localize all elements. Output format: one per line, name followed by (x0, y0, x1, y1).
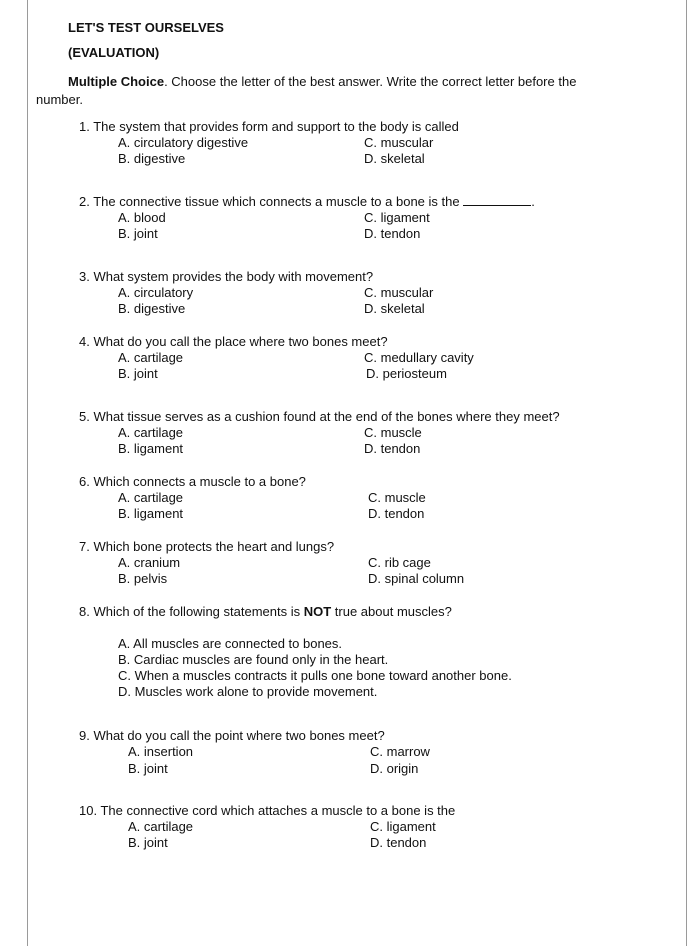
question-4-option-b: B. joint (118, 366, 158, 381)
question-6-option-a: A. cartilage (118, 490, 184, 505)
question-1-stem: 1. The system that provides form and support to the body is called (79, 119, 459, 134)
question-7-option-c: C. rib cage (368, 555, 431, 570)
question-2-stem (79, 194, 535, 210)
question-7-stem: 7. Which bone protects the heart and lungs? (79, 539, 335, 554)
question-5-option-b: B. ligament (118, 441, 184, 456)
question-8-option-d: D. Muscles work alone to provide movement. (118, 684, 378, 699)
question-10-option-b: B. joint (128, 835, 168, 850)
question-4-option-d: D. periosteum (366, 366, 447, 381)
question-6-stem: 6. Which connects a muscle to a bone? (79, 474, 306, 489)
question-6-option-c: C. muscle (368, 490, 426, 505)
question-1-option-a: A. circulatory digestive (118, 135, 249, 150)
instructions-text: . Choose the letter of the best answer. Write the correct letter before the (164, 74, 577, 89)
question-7-option-d: D. spinal column (368, 571, 465, 586)
question-1-option-c: C. muscular (364, 135, 434, 150)
question-3-option-d: D. skeletal (364, 301, 425, 316)
answer-blank (463, 194, 531, 206)
question-4-option-c: C. medullary cavity (364, 350, 474, 365)
question-10-stem: 10. The connective cord which attaches a muscle to a bone is the (79, 803, 456, 818)
page-subtitle: (EVALUATION) (68, 45, 160, 60)
question-2-option-b: B. joint (118, 226, 158, 241)
right-margin-line (686, 0, 687, 946)
question-2-option-d: D. tendon (364, 226, 421, 241)
left-margin-line (27, 0, 28, 946)
question-3-stem: 3. What system provides the body with movement? (79, 269, 374, 284)
question-3-option-a: A. circulatory (118, 285, 194, 300)
question-7-option-a: A. cranium (118, 555, 181, 570)
question-4-option-a: A. cartilage (118, 350, 184, 365)
question-10-option-d: D. tendon (370, 835, 427, 850)
question-8-stem-end: true about muscles? (331, 604, 452, 619)
question-9-stem: 9. What do you call the point where two bones meet? (79, 728, 385, 743)
question-9-option-c: C. marrow (370, 744, 430, 759)
question-5-option-a: A. cartilage (118, 425, 184, 440)
question-8-option-a: A. All muscles are connected to bones. (118, 636, 343, 651)
page-title: LET'S TEST OURSELVES (68, 20, 224, 35)
question-1-option-d: D. skeletal (364, 151, 425, 166)
question-4-stem: 4. What do you call the place where two bones meet? (79, 334, 388, 349)
question-9-option-a: A. insertion (128, 744, 194, 759)
question-10-option-c: C. ligament (370, 819, 436, 834)
instructions-line-2: number. (36, 92, 83, 107)
question-8-stem-start: 8. Which of the following statements is (79, 604, 304, 619)
question-10-option-a: A. cartilage (128, 819, 194, 834)
question-5-stem: 5. What tissue serves as a cushion found at the end of the bones where they meet? (79, 409, 560, 424)
question-2-stem-text: 2. The connective tissue which connects a muscle to a bone is the (79, 194, 460, 209)
instructions-label: Multiple Choice (68, 74, 165, 89)
question-2-option-a: A. blood (118, 210, 166, 225)
question-3-option-b: B. digestive (118, 301, 186, 316)
question-2-period: . (531, 194, 535, 209)
question-3-option-c: C. muscular (364, 285, 434, 300)
question-8-emphasis: NOT (303, 604, 332, 619)
question-6-option-d: D. tendon (368, 506, 425, 521)
question-8-stem (79, 604, 452, 620)
question-8-option-c: C. When a muscles contracts it pulls one bone toward another bone. (118, 668, 512, 683)
question-6-option-b: B. ligament (118, 506, 184, 521)
question-9-option-d: D. origin (370, 761, 419, 776)
question-5-option-d: D. tendon (364, 441, 421, 456)
question-2-option-c: C. ligament (364, 210, 430, 225)
question-1-option-b: B. digestive (118, 151, 186, 166)
question-9-option-b: B. joint (128, 761, 168, 776)
question-5-option-c: C. muscle (364, 425, 422, 440)
question-7-option-b: B. pelvis (118, 571, 168, 586)
instructions-line-1 (68, 74, 576, 90)
question-8-option-b: B. Cardiac muscles are found only in the heart. (118, 652, 389, 667)
